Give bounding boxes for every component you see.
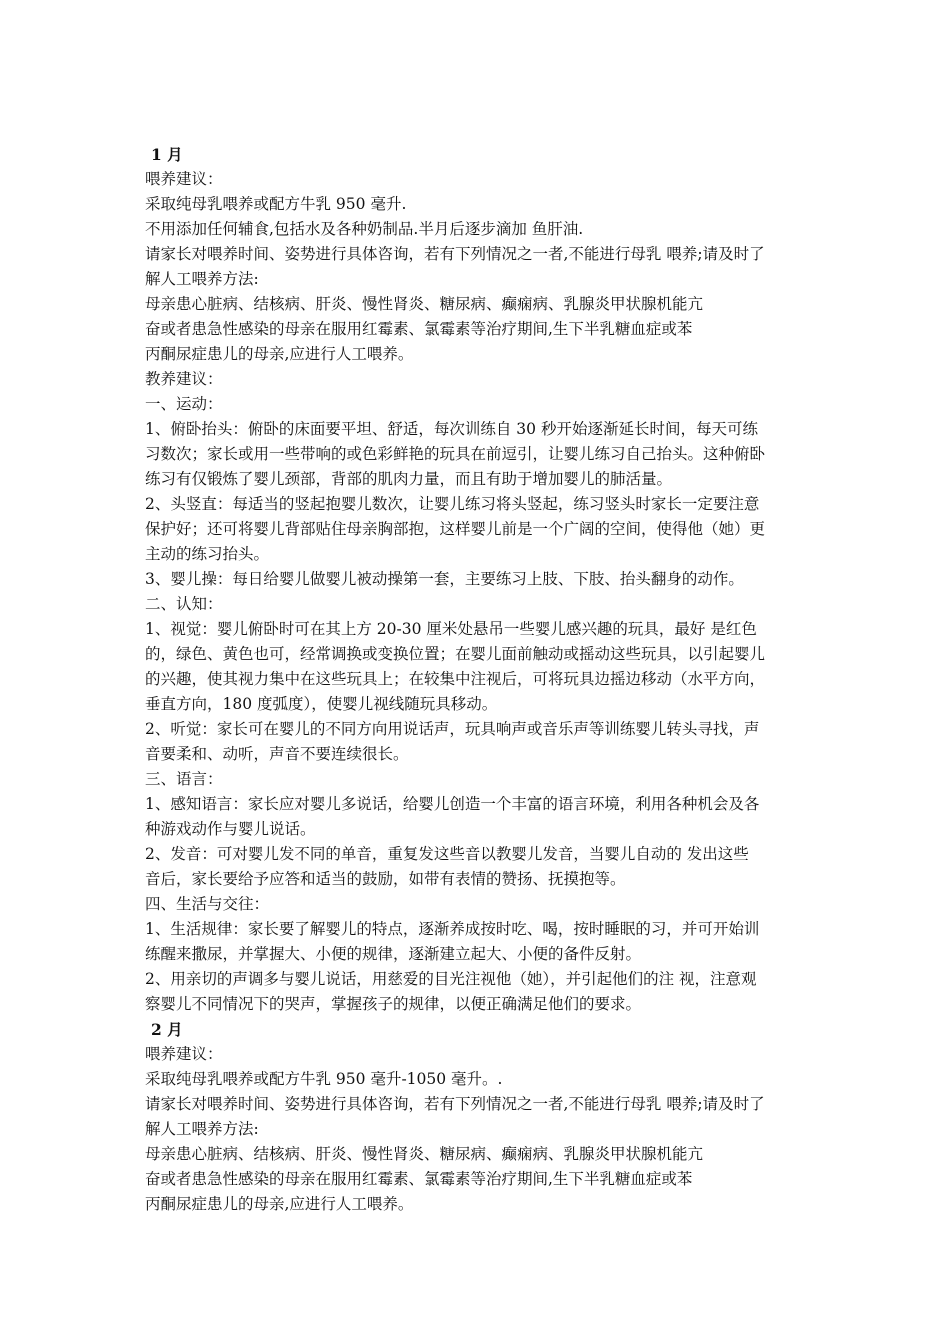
text-line: 教养建议：: [145, 370, 223, 388]
text-line: 种游戏动作与婴儿说话。: [145, 820, 316, 838]
text-line: 2、发音：可对婴儿发不同的单音，重复发这些音以教婴儿发音，当婴儿自动的 发出这些: [145, 845, 749, 863]
text-line: 的，绿色、黄色也可，经常调换或变换位置；在婴儿面前触动或摇动这些玩具，以引起婴儿: [145, 645, 766, 663]
text-line: 习数次；家长或用一些带响的或色彩鲜艳的玩具在前逗引，让婴儿练习自己抬头。这种俯卧: [145, 445, 766, 463]
document-body: [145, 142, 810, 1217]
text-line: 1、生活规律：家长要了解婴儿的特点，逐渐养成按时吃、喝，按时睡眠的习，并可开始训: [145, 920, 760, 938]
text-line: 2、用亲切的声调多与婴儿说话，用慈爱的目光注视他（她），并引起他们的注 视，注意观: [145, 970, 757, 988]
text-line: 练习有仅锻炼了婴儿颈部，背部的肌肉力量，而且有助于增加婴儿的肺活量。: [145, 470, 673, 488]
text-line: 母亲患心脏病、结核病、肝炎、慢性肾炎、糖尿病、癫痫病、乳腺炎甲状腺机能亢: [145, 1145, 704, 1163]
text-line: 主动的练习抬头。: [145, 545, 270, 563]
text-line: 采取纯母乳喂养或配方牛乳 950 毫升-1050 毫升。.: [145, 1070, 503, 1088]
text-line: 丙酮尿症患儿的母亲,应进行人工喂养。: [145, 1195, 414, 1213]
text-line: 3、婴儿操：每日给婴儿做婴儿被动操第一套，主要练习上肢、下肢、抬头翻身的动作。: [145, 570, 744, 588]
text-line: 1、视觉：婴儿俯卧时可在其上方 20-30 厘米处悬吊一些婴儿感兴趣的玩具，最好 是红色: [145, 620, 757, 638]
text-line: 的兴趣，使其视力集中在这些玩具上；在较集中注视后，可将玩具边摇边移动（水平方向，: [145, 670, 766, 688]
text-line: 保护好；还可将婴儿背部贴住母亲胸部抱，这样婴儿前是一个广阔的空间，使得他（她）更: [145, 520, 766, 538]
text-line: 母亲患心脏病、结核病、肝炎、慢性肾炎、糖尿病、癫痫病、乳腺炎甲状腺机能亢: [145, 295, 704, 313]
text-line: 1、俯卧抬头：俯卧的床面要平坦、舒适，每次训练自 30 秒开始逐渐延长时间，每天可练: [145, 420, 758, 438]
text-line: 垂直方向，180 度弧度），使婴儿视线随玩具移动。: [145, 695, 498, 713]
text-line: 喂养建议：: [145, 1045, 223, 1063]
text-line: 不用添加任何辅食,包括水及各种奶制品.半月后逐步滴加 鱼肝油.: [145, 220, 584, 238]
text-line: 2、头竖直：每适当的竖起抱婴儿数次，让婴儿练习将头竖起，练习竖头时家长一定要注意: [145, 495, 760, 513]
text-line: 奋或者患急性感染的母亲在服用红霉素、氯霉素等治疗期间,生下半乳糖血症或苯: [145, 320, 693, 338]
text-line: 音要柔和、动听，声音不要连续很长。: [145, 745, 409, 763]
text-line: 一、运动：: [145, 395, 223, 413]
text-line: 音后，家长要给予应答和适当的鼓励，如带有表情的赞扬、抚摸抱等。: [145, 870, 626, 888]
month-heading-1: 1 月: [151, 145, 183, 164]
text-line: 奋或者患急性感染的母亲在服用红霉素、氯霉素等治疗期间,生下半乳糖血症或苯: [145, 1170, 693, 1188]
text-line: 练醒来撒尿，并掌握大、小便的规律，逐渐建立起大、小便的备件反射。: [145, 945, 642, 963]
text-line: 二、认知：: [145, 595, 223, 613]
text-line: 丙酮尿症患儿的母亲,应进行人工喂养。: [145, 345, 414, 363]
text-line: 察婴儿不同情况下的哭声，掌握孩子的规律，以便正确满足他们的要求。: [145, 995, 642, 1013]
text-line: 四、生活与交往：: [145, 895, 270, 913]
text-line: 请家长对喂养时间、姿势进行具体咨询，若有下列情况之一者,不能进行母乳 喂养;请及时了: [145, 245, 765, 263]
text-line: 解人工喂养方法:: [145, 270, 259, 288]
text-line: 1、感知语言：家长应对婴儿多说话，给婴儿创造一个丰富的语言环境，利用各种机会及各: [145, 795, 760, 813]
text-line: 采取纯母乳喂养或配方牛乳 950 毫升.: [145, 195, 407, 213]
text-line: 请家长对喂养时间、姿势进行具体咨询，若有下列情况之一者,不能进行母乳 喂养;请及时了: [145, 1095, 765, 1113]
text-line: 喂养建议：: [145, 170, 223, 188]
text-line: 2、听觉：家长可在婴儿的不同方向用说话声，玩具响声或音乐声等训练婴儿转头寻找，声: [145, 720, 760, 738]
text-line: 三、语言：: [145, 770, 223, 788]
text-line: 解人工喂养方法:: [145, 1120, 259, 1138]
month-heading-2: 2 月: [151, 1020, 183, 1039]
